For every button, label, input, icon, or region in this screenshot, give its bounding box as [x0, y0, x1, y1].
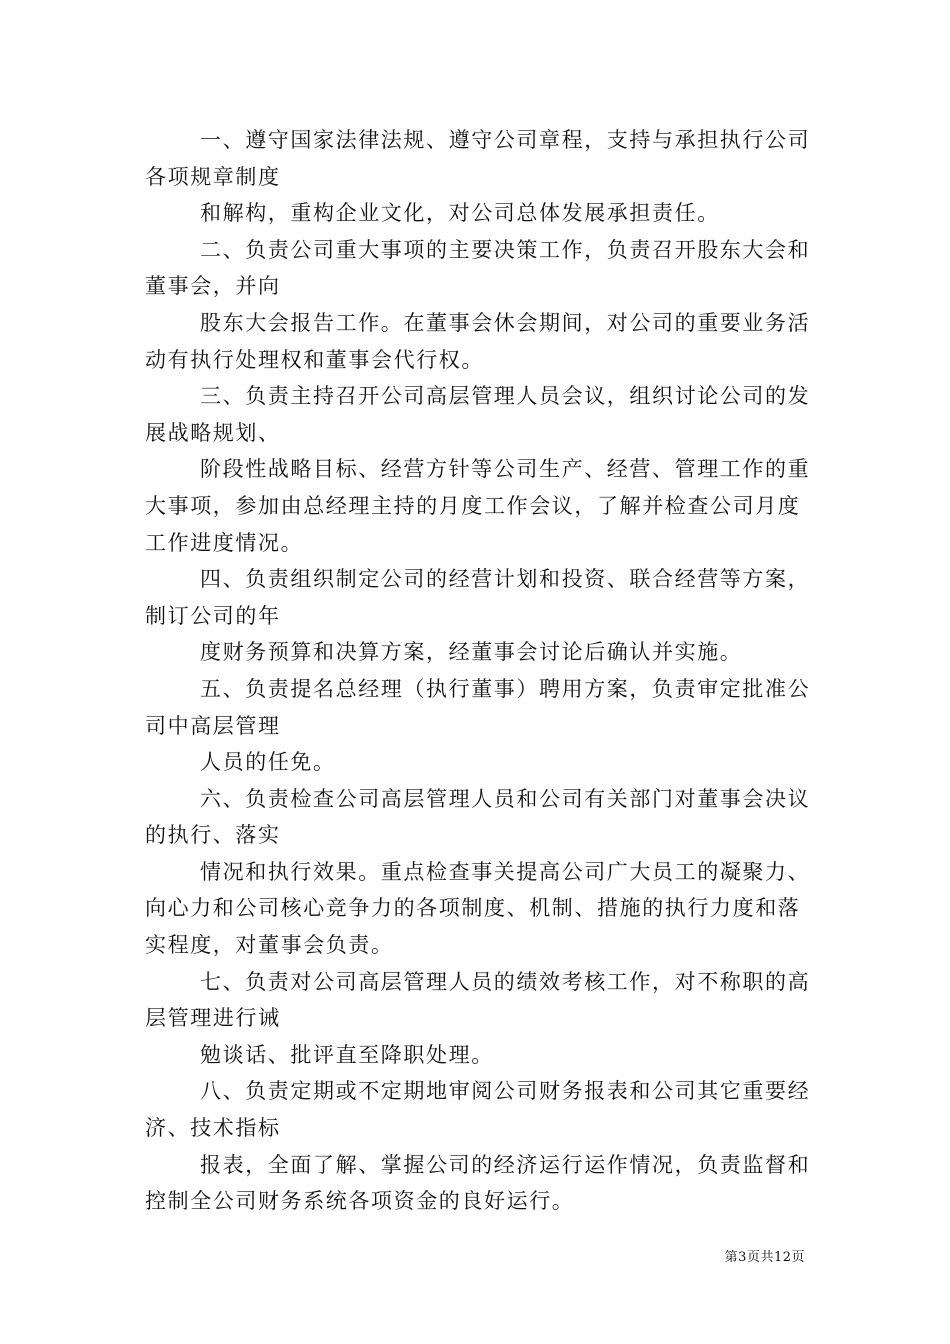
paragraph — [145, 964, 810, 1037]
text-line: 七、负责对公司高层管理人员的绩效考核工作，对不称职的高 — [200, 969, 811, 994]
text-line: 层管理进行诫 — [145, 1006, 281, 1031]
page-number: 第3页共12页 — [724, 1250, 805, 1265]
text-line: 度财务预算和决算方案，经董事会讨论后确认并实施。 — [200, 640, 743, 665]
text-line: 六、负责检查公司高层管理人员和公司有关部门对董事会决议 — [200, 786, 811, 811]
paragraph — [145, 854, 810, 964]
text-line: 人员的任免。 — [200, 750, 336, 775]
paragraph — [145, 561, 810, 634]
text-line: 控制全公司财务系统各项资金的良好运行。 — [145, 1189, 575, 1214]
text-line: 司中高层管理 — [145, 713, 281, 738]
paragraph — [145, 1147, 810, 1220]
document-body — [145, 122, 810, 1220]
text-line: 制订公司的年 — [145, 603, 281, 628]
paragraph — [145, 1073, 810, 1146]
paragraph — [145, 195, 810, 232]
paragraph — [145, 451, 810, 561]
text-line: 情况和执行效果。重点检查事关提高公司广大员工的凝聚力、 — [200, 859, 811, 884]
text-line: 的执行、落实 — [145, 823, 281, 848]
text-line: 和解构，重构企业文化，对公司总体发展承担责任。 — [200, 201, 720, 226]
text-line: 各项规章制度 — [145, 164, 281, 189]
paragraph — [145, 1037, 810, 1074]
paragraph — [145, 781, 810, 854]
text-line: 董事会，并向 — [145, 274, 281, 299]
text-line: 二、负责公司重大事项的主要决策工作，负责召开股东大会和 — [200, 237, 811, 262]
text-line: 勉谈话、批评直至降职处理。 — [200, 1042, 494, 1067]
text-line: 三、负责主持召开公司高层管理人员会议，组织讨论公司的发 — [200, 384, 811, 409]
text-line: 大事项，参加由总经理主持的月度工作会议，了解并检查公司月度 — [145, 493, 801, 518]
text-line: 展战略规划、 — [145, 420, 281, 445]
text-line: 股东大会报告工作。在董事会休会期间，对公司的重要业务活 — [200, 310, 811, 335]
paragraph — [145, 305, 810, 378]
paragraph — [145, 744, 810, 781]
text-line: 五、负责提名总经理（执行董事）聘用方案，负责审定批准公 — [200, 676, 811, 701]
text-line: 阶段性战略目标、经营方针等公司生产、经营、管理工作的重 — [200, 457, 811, 482]
text-line: 动有执行处理权和董事会代行权。 — [145, 347, 484, 372]
text-line: 八、负责定期或不定期地审阅公司财务报表和公司其它重要经 — [200, 1079, 811, 1104]
paragraph — [145, 232, 810, 305]
paragraph — [145, 378, 810, 451]
paragraph — [145, 122, 810, 195]
text-line: 实程度，对董事会负责。 — [145, 933, 394, 958]
text-line: 工作进度情况。 — [145, 530, 304, 555]
text-line: 四、负责组织制定公司的经营计划和投资、联合经营等方案， — [200, 567, 811, 592]
text-line: 向心力和公司核心竞争力的各项制度、机制、措施的执行力度和落 — [145, 896, 801, 921]
paragraph — [145, 634, 810, 671]
text-line: 一、遵守国家法律法规、遵守公司章程，支持与承担执行公司 — [200, 128, 811, 152]
paragraph — [145, 671, 810, 744]
text-line: 报表，全面了解、掌握公司的经济运行运作情况，负责监督和 — [200, 1152, 811, 1177]
text-line: 济、技术指标 — [145, 1116, 281, 1141]
